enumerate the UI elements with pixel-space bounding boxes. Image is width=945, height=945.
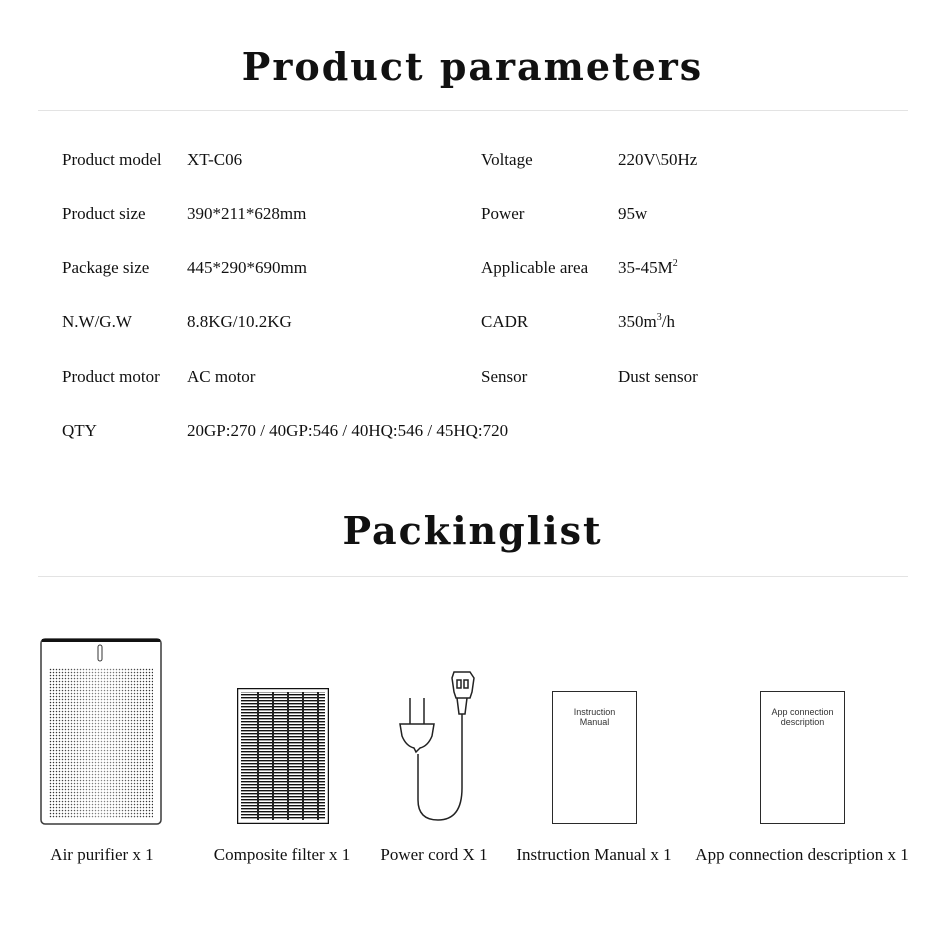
air-purifier-icon [40,638,162,825]
param-value: 95w [618,204,648,223]
param-value: 8.8KG/10.2KG [187,312,292,331]
param-label: Product size [62,204,146,223]
param-value: AC motor [187,367,256,386]
manual-cover-text: Instruction [573,707,616,717]
app-description-icon [760,691,845,824]
app-description-cover-text: App connection [771,707,834,717]
param-label: Applicable area [481,258,589,277]
params-title: Product parameters [241,44,704,89]
param-value-text: 350m [618,312,657,331]
param-value: 20GP:270 / 40GP:546 / 40HQ:546 / 45HQ:720 [187,421,509,440]
param-value [618,258,678,278]
packing-divider [38,576,908,577]
param-value: 390*211*628mm [187,204,307,223]
packing-item-label: Power cord X 1 [380,845,488,864]
manual-icon [552,691,637,824]
manual-cover-text: Manual [579,717,610,727]
packing-item-label: App connection description x 1 [695,845,909,864]
params-divider [38,110,908,111]
param-label: CADR [481,312,529,331]
param-value: XT-C06 [187,150,243,169]
packing-title: Packinglist [342,508,603,553]
param-value: Dust sensor [618,367,698,386]
packing-item-label: Composite filter x 1 [213,845,351,864]
app-description-cover-text: description [780,717,825,727]
param-label: Package size [62,258,150,277]
packing-item-label: Air purifier x 1 [50,845,154,864]
param-value: 445*290*690mm [187,258,307,277]
param-label: Sensor [481,367,528,386]
param-label: Product motor [62,367,160,386]
param-value-text: 35-45M [618,258,673,277]
param-label: Product model [62,150,162,169]
param-value-sup: 3 [656,312,662,323]
param-value-suffix: /h [661,312,675,331]
packing-item-label: Instruction Manual x 1 [516,845,672,864]
param-label: N.W/G.W [62,312,132,331]
power-cord-icon [380,668,490,828]
param-label: Voltage [481,150,533,169]
filter-icon [237,688,329,824]
param-value: 220V\50Hz [618,150,698,169]
param-value [618,312,675,332]
param-value-sup: 2 [672,258,678,269]
param-label: Power [481,204,525,223]
param-label: QTY [62,421,97,440]
